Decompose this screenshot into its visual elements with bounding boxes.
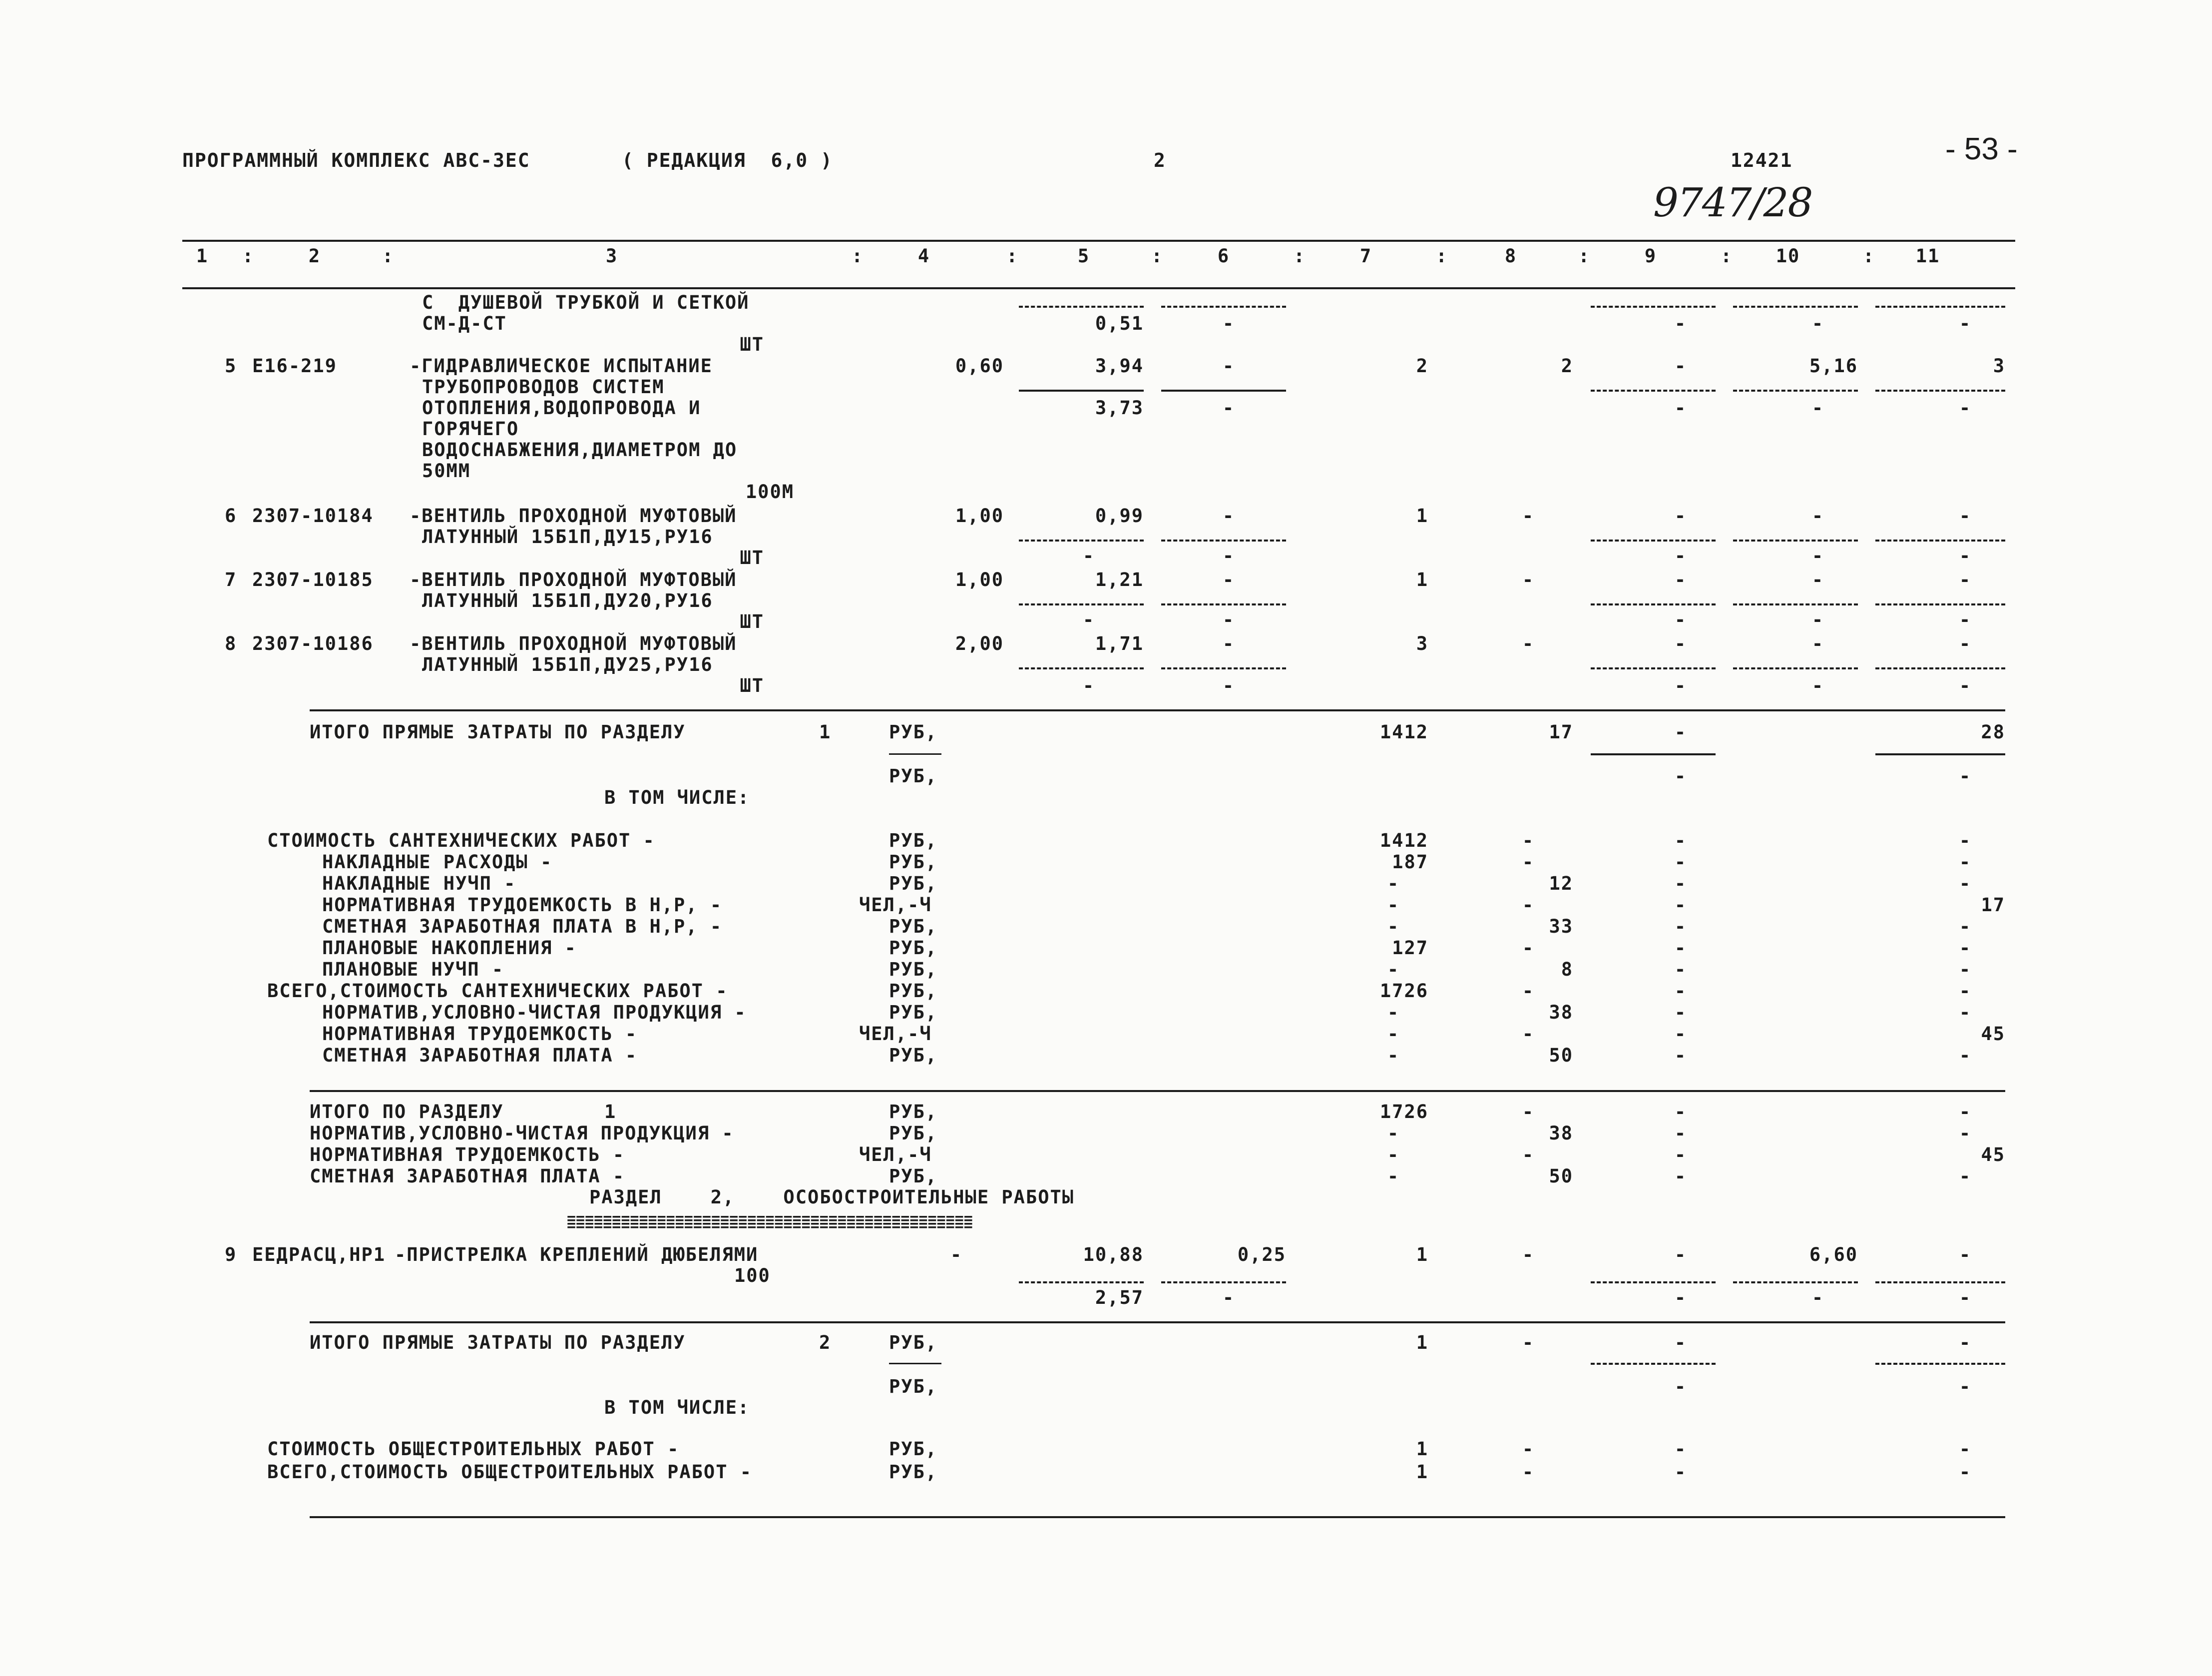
item-code: ЕЕДРАСЦ,НР1 xyxy=(252,1244,386,1265)
item-unit: ШТ xyxy=(740,611,764,632)
cell-col8: 50 xyxy=(1549,1045,1573,1066)
column-separator: : xyxy=(242,245,255,267)
cell-col11: - xyxy=(1959,633,1972,654)
column-separator: : xyxy=(1578,245,1591,267)
item-description: -ВЕНТИЛЬ ПРОХОДНОЙ МУФТОВЫЙ xyxy=(410,569,737,590)
cell-col5: 1,21 xyxy=(1095,569,1144,590)
item-description: -ГИДРАВЛИЧЕСКОЕ ИСПЫТАНИЕ xyxy=(410,355,713,377)
unit-label: РУБ, xyxy=(889,980,938,1002)
unit-label: РУБ, xyxy=(889,765,938,787)
edition-label: ( РЕДАКЦИЯ 6,0 ) xyxy=(622,149,833,171)
cell-col9: - xyxy=(1674,980,1687,1002)
cell-col9: - xyxy=(1674,1376,1687,1397)
cell-col8: 8 xyxy=(1561,959,1573,980)
cell-col10: 5,16 xyxy=(1809,355,1858,377)
summary-label: ПЛАНОВЫЕ НАКОПЛЕНИЯ - xyxy=(322,937,577,959)
cell-col7: - xyxy=(1387,1122,1400,1144)
cell-divider xyxy=(1591,753,1716,755)
cell-col7: 1412 xyxy=(1379,721,1428,743)
cell-col7: - xyxy=(1387,959,1400,980)
cell-col9: - xyxy=(1674,609,1687,630)
estimate-code: 12421 xyxy=(1731,149,1793,171)
cell-divider xyxy=(1019,306,1144,308)
cell-col7: - xyxy=(1387,873,1400,894)
cell-divider xyxy=(1733,603,1858,605)
cell-col9: - xyxy=(1674,937,1687,959)
cell-col8: - xyxy=(1522,1023,1535,1045)
cell-col10: - xyxy=(1811,633,1824,654)
section-number: 1 xyxy=(604,1101,617,1122)
cell-col11: - xyxy=(1959,1332,1972,1353)
column-header: 5 xyxy=(1077,245,1090,267)
cell-divider xyxy=(1875,1281,2005,1283)
column-header: 10 xyxy=(1775,245,1800,267)
summary-label: СМЕТНАЯ ЗАРАБОТНАЯ ПЛАТА - xyxy=(310,1165,625,1187)
cell-divider xyxy=(1591,390,1716,392)
cell-col9: - xyxy=(1674,313,1687,334)
unit-label: РУБ, xyxy=(889,873,938,894)
cell-col10: - xyxy=(1811,569,1824,590)
header-bottom-rule xyxy=(182,287,2015,289)
cell-divider xyxy=(1875,390,2005,392)
cell-col9: - xyxy=(1674,1101,1687,1122)
cell-divider xyxy=(1019,667,1144,669)
item-description: ОТОПЛЕНИЯ,ВОДОПРОВОДА И xyxy=(422,397,701,419)
unit-label: РУБ, xyxy=(889,959,938,980)
cell-col5: 0,51 xyxy=(1095,313,1144,334)
cell-col9: - xyxy=(1674,873,1687,894)
cell-col7: - xyxy=(1387,1165,1400,1187)
cell-col9: - xyxy=(1674,1023,1687,1045)
cell-col11: - xyxy=(1959,545,1972,566)
column-separator: : xyxy=(1151,245,1164,267)
summary-label: НОРМАТИВ,УСЛОВНО-ЧИСТАЯ ПРОДУКЦИЯ - xyxy=(310,1122,734,1144)
section-number: 1 xyxy=(819,721,832,743)
cell-col9: - xyxy=(1674,765,1687,787)
cell-col9: - xyxy=(1674,830,1687,851)
cell-col10: - xyxy=(1811,609,1824,630)
unit-label: РУБ, xyxy=(889,1002,938,1023)
cell-col11: - xyxy=(1959,765,1972,787)
cell-col5: 0,99 xyxy=(1095,505,1144,527)
cell-col9: - xyxy=(1674,633,1687,654)
summary-label: НАКЛАДНЫЕ НУЧП - xyxy=(322,873,516,894)
unit-label: РУБ, xyxy=(889,1165,938,1187)
summary-label: ВСЕГО,СТОИМОСТЬ ОБЩЕСТРОИТЕЛЬНЫХ РАБОТ - xyxy=(267,1461,753,1483)
cell-col9: - xyxy=(1674,1002,1687,1023)
table-top-rule xyxy=(182,240,2015,242)
cell-col8: - xyxy=(1522,1332,1535,1353)
cell-col8: - xyxy=(1522,894,1535,916)
cell-divider xyxy=(1733,306,1858,308)
section2-heading: РАЗДЕЛ 2, ОСОБОСТРОИТЕЛЬНЫЕ РАБОТЫ xyxy=(589,1186,1075,1208)
cell-col8: 12 xyxy=(1549,873,1573,894)
cell-col9: - xyxy=(1674,397,1687,419)
item-number: 9 xyxy=(225,1244,237,1265)
item-code: 2307-10185 xyxy=(252,569,374,590)
unit-label: РУБ, xyxy=(889,1101,938,1122)
unit-label: РУБ, xyxy=(889,1122,938,1144)
cell-col9: - xyxy=(1674,721,1687,743)
cell-col9: - xyxy=(1674,894,1687,916)
item-description: ЛАТУННЫЙ 15Б1П,ДУ20,РУ16 xyxy=(422,590,713,611)
cell-divider xyxy=(1591,667,1716,669)
unit-label: РУБ, xyxy=(889,721,938,743)
cell-col9: - xyxy=(1674,1438,1687,1460)
summary-label: НОРМАТИВНАЯ ТРУДОЕМКОСТЬ В Н,Р, - xyxy=(322,894,723,916)
item-unit: ШТ xyxy=(740,334,764,355)
section-rule xyxy=(310,1090,2005,1092)
cell-col8: - xyxy=(1522,1144,1535,1165)
unit-label: РУБ, xyxy=(889,1438,938,1460)
cell-col9: - xyxy=(1674,851,1687,873)
cell-divider xyxy=(1591,1281,1716,1283)
cell-col5: 10,88 xyxy=(1083,1244,1144,1265)
including-label: В ТОМ ЧИСЛЕ: xyxy=(604,1397,750,1418)
cell-col11: - xyxy=(1959,1376,1972,1397)
item-number: 6 xyxy=(225,505,237,527)
cell-divider xyxy=(1875,603,2005,605)
handwritten-reference: 9747/28 xyxy=(1653,179,1812,226)
cell-col9: - xyxy=(1674,916,1687,937)
item-description: 50ММ xyxy=(422,460,471,482)
cell-col9: - xyxy=(1674,1045,1687,1066)
cell-col10: - xyxy=(1811,1287,1824,1308)
cell-col10: - xyxy=(1811,675,1824,696)
column-header: 8 xyxy=(1504,245,1517,267)
cell-col6: - xyxy=(1222,505,1235,527)
column-header: 6 xyxy=(1217,245,1230,267)
cell-col9: - xyxy=(1674,1144,1687,1165)
cell-divider xyxy=(1875,306,2005,308)
cell-col7: 1726 xyxy=(1379,1101,1428,1122)
cell-divider xyxy=(1019,1281,1144,1283)
cell-col10: 6,60 xyxy=(1809,1244,1858,1265)
cell-col7: - xyxy=(1387,1144,1400,1165)
table-bottom-rule xyxy=(310,1516,2005,1518)
cell-col10: - xyxy=(1811,505,1824,527)
summary-label: НОРМАТИВ,УСЛОВНО-ЧИСТАЯ ПРОДУКЦИЯ - xyxy=(322,1002,747,1023)
cell-col11: - xyxy=(1959,1287,1972,1308)
cell-col11: - xyxy=(1959,569,1972,590)
summary-label: НАКЛАДНЫЕ РАСХОДЫ - xyxy=(322,851,553,873)
cell-divider xyxy=(1591,540,1716,542)
cell-col8: 38 xyxy=(1549,1122,1573,1144)
cell-col8: - xyxy=(1522,937,1535,959)
cell-col9: - xyxy=(1674,355,1687,377)
cell-col9: - xyxy=(1674,545,1687,566)
cell-col8: - xyxy=(1522,1438,1535,1460)
cell-col5: - xyxy=(1082,545,1095,566)
column-header: 3 xyxy=(605,245,618,267)
summary-label: НОРМАТИВНАЯ ТРУДОЕМКОСТЬ - xyxy=(310,1144,625,1165)
cell-col5: - xyxy=(1082,675,1095,696)
item-number: 7 xyxy=(225,569,237,590)
cell-col11: 17 xyxy=(1981,894,2005,916)
summary-label: ВСЕГО,СТОИМОСТЬ САНТЕХНИЧЕСКИХ РАБОТ - xyxy=(267,980,728,1002)
cell-col8: 38 xyxy=(1549,1002,1573,1023)
cell-col8: - xyxy=(1522,851,1535,873)
column-separator: : xyxy=(852,245,864,267)
including-label: В ТОМ ЧИСЛЕ: xyxy=(604,787,750,808)
unit-label: РУБ, xyxy=(889,1461,938,1483)
item-description: СМ-Д-СТ xyxy=(422,313,507,334)
column-separator: : xyxy=(382,245,395,267)
cell-col5: 1,71 xyxy=(1095,633,1144,654)
cell-col11: - xyxy=(1959,937,1972,959)
cell-col6: - xyxy=(1222,609,1235,630)
column-header: 4 xyxy=(917,245,930,267)
cell-col6: - xyxy=(1222,675,1235,696)
section-rule xyxy=(310,709,2005,711)
cell-col7: 1 xyxy=(1416,1461,1428,1483)
column-separator: : xyxy=(1006,245,1019,267)
cell-col6: 0,25 xyxy=(1237,1244,1286,1265)
cell-divider xyxy=(889,1363,941,1364)
cell-col6: - xyxy=(1222,545,1235,566)
cell-col8: - xyxy=(1522,1101,1535,1122)
cell-divider xyxy=(1591,1363,1716,1365)
unit-label: РУБ, xyxy=(889,937,938,959)
cell-col6: - xyxy=(1222,1287,1235,1308)
cell-col11: - xyxy=(1959,873,1972,894)
unit-label: РУБ, xyxy=(889,916,938,937)
cell-col11: 45 xyxy=(1981,1144,2005,1165)
cell-col7: 1726 xyxy=(1379,980,1428,1002)
cell-col11: - xyxy=(1959,959,1972,980)
cell-divider xyxy=(1733,667,1858,669)
cell-col11: - xyxy=(1959,1002,1972,1023)
cell-col9: - xyxy=(1674,959,1687,980)
item-description: ТРУБОПРОВОДОВ СИСТЕМ xyxy=(422,376,665,398)
unit-label: РУБ, xyxy=(889,1332,938,1353)
cell-col4: 0,60 xyxy=(955,355,1004,377)
cell-col5: - xyxy=(1082,609,1095,630)
item-unit: 100М xyxy=(745,481,794,503)
total-label: ИТОГО ПРЯМЫЕ ЗАТРАТЫ ПО РАЗДЕЛУ xyxy=(310,721,686,743)
cell-col9: - xyxy=(1674,1244,1687,1265)
cell-col9: - xyxy=(1674,569,1687,590)
cell-col11: - xyxy=(1959,980,1972,1002)
column-header: 2 xyxy=(308,245,321,267)
cell-col11: - xyxy=(1959,675,1972,696)
cell-col8: - xyxy=(1522,633,1535,654)
column-separator: : xyxy=(1721,245,1733,267)
cell-col8: 17 xyxy=(1549,721,1573,743)
cell-col4: 1,00 xyxy=(955,569,1004,590)
cell-col4: - xyxy=(950,1244,963,1265)
cell-divider xyxy=(1733,540,1858,542)
cell-col9: - xyxy=(1674,1461,1687,1483)
cell-col5: 3,73 xyxy=(1095,397,1144,419)
item-code: 2307-10184 xyxy=(252,505,374,527)
section-number: 2 xyxy=(819,1332,832,1353)
cell-col8: - xyxy=(1522,830,1535,851)
cell-col9: - xyxy=(1674,1287,1687,1308)
cell-col7: 1 xyxy=(1416,569,1428,590)
cell-col5: 3,94 xyxy=(1095,355,1144,377)
cell-col7: 2 xyxy=(1416,355,1428,377)
item-description: -ВЕНТИЛЬ ПРОХОДНОЙ МУФТОВЫЙ xyxy=(410,633,737,654)
cell-col6: - xyxy=(1222,569,1235,590)
column-header: 11 xyxy=(1915,245,1940,267)
sheet-number: 2 xyxy=(1154,149,1166,171)
cell-col8: - xyxy=(1522,1244,1535,1265)
item-description: -ВЕНТИЛЬ ПРОХОДНОЙ МУФТОВЫЙ xyxy=(410,505,737,527)
cell-divider xyxy=(1591,306,1716,308)
item-unit: ШТ xyxy=(740,547,764,568)
cell-col11: - xyxy=(1959,1438,1972,1460)
cell-col6: - xyxy=(1222,313,1235,334)
summary-label: СТОИМОСТЬ ОБЩЕСТРОИТЕЛЬНЫХ РАБОТ - xyxy=(267,1438,680,1460)
section2-underline xyxy=(567,1222,1259,1229)
cell-divider xyxy=(1019,390,1144,392)
cell-col11: 45 xyxy=(1981,1023,2005,1045)
cell-col8: - xyxy=(1522,980,1535,1002)
summary-label: ПЛАНОВЫЕ НУЧП - xyxy=(322,959,504,980)
cell-col11: - xyxy=(1959,1461,1972,1483)
cell-divider xyxy=(1161,306,1286,308)
item-description: ЛАТУННЫЙ 15Б1П,ДУ15,РУ16 xyxy=(422,526,713,548)
cell-col11: - xyxy=(1959,1122,1972,1144)
cell-col6: - xyxy=(1222,397,1235,419)
cell-col8: - xyxy=(1522,569,1535,590)
cell-col6: - xyxy=(1222,633,1235,654)
cell-col7: - xyxy=(1387,894,1400,916)
unit-label: РУБ, xyxy=(889,830,938,851)
summary-label: НОРМАТИВНАЯ ТРУДОЕМКОСТЬ - xyxy=(322,1023,638,1045)
cell-col8: - xyxy=(1522,1461,1535,1483)
item-number: 8 xyxy=(225,633,237,654)
cell-col11: - xyxy=(1959,1244,1972,1265)
cell-col7: 1412 xyxy=(1379,830,1428,851)
cell-col7: - xyxy=(1387,1023,1400,1045)
cell-col10: - xyxy=(1811,313,1824,334)
cell-divider xyxy=(1161,667,1286,669)
cell-col9: - xyxy=(1674,675,1687,696)
cell-divider xyxy=(1733,390,1858,392)
cell-divider xyxy=(1875,753,2005,755)
unit-label: РУБ, xyxy=(889,851,938,873)
cell-col7: 1 xyxy=(1416,505,1428,527)
cell-col11: - xyxy=(1959,397,1972,419)
section2-underline xyxy=(567,1215,1259,1222)
unit-label: ЧЕЛ,-Ч xyxy=(859,1144,932,1165)
cell-col10: - xyxy=(1811,545,1824,566)
cell-col9: - xyxy=(1674,505,1687,527)
column-separator: : xyxy=(1436,245,1448,267)
cell-col11: 3 xyxy=(1993,355,2005,377)
cell-col4: 2,00 xyxy=(955,633,1004,654)
cell-col10: - xyxy=(1811,397,1824,419)
cell-col7: 1 xyxy=(1416,1332,1428,1353)
cell-col7: - xyxy=(1387,1045,1400,1066)
cell-col7: - xyxy=(1387,916,1400,937)
cell-col11: - xyxy=(1959,1045,1972,1066)
cell-col8: 33 xyxy=(1549,916,1573,937)
cell-divider xyxy=(1161,603,1286,605)
cell-col9: - xyxy=(1674,1332,1687,1353)
cell-divider xyxy=(1591,603,1716,605)
cell-col9: - xyxy=(1674,1122,1687,1144)
item-description: -ПРИСТРЕЛКА КРЕПЛЕНИЙ ДЮБЕЛЯМИ xyxy=(395,1244,759,1265)
unit-label: ЧЕЛ,-Ч xyxy=(859,894,932,916)
item-code: Е16-219 xyxy=(252,355,337,377)
cell-col5: 2,57 xyxy=(1095,1287,1144,1308)
column-separator: : xyxy=(1863,245,1875,267)
cell-col7: 3 xyxy=(1416,633,1428,654)
cell-col11: - xyxy=(1959,505,1972,527)
cell-col6: - xyxy=(1222,355,1235,377)
cell-col11: - xyxy=(1959,830,1972,851)
cell-divider xyxy=(1019,540,1144,542)
total-label: ИТОГО ПРЯМЫЕ ЗАТРАТЫ ПО РАЗДЕЛУ xyxy=(310,1332,686,1353)
cell-divider xyxy=(1875,1363,2005,1365)
summary-label: СТОИМОСТЬ САНТЕХНИЧЕСКИХ РАБОТ - xyxy=(267,830,655,851)
unit-label: РУБ, xyxy=(889,1376,938,1397)
item-code: 2307-10186 xyxy=(252,633,374,654)
cell-col11: 28 xyxy=(1981,721,2005,743)
column-header: 9 xyxy=(1644,245,1657,267)
cell-col7: 1 xyxy=(1416,1438,1428,1460)
cell-col8: 2 xyxy=(1561,355,1573,377)
summary-label: СМЕТНАЯ ЗАРАБОТНАЯ ПЛАТА В Н,Р, - xyxy=(322,916,723,937)
cell-divider xyxy=(1161,1281,1286,1283)
item-description: ВОДОСНАБЖЕНИЯ,ДИАМЕТРОМ ДО xyxy=(422,439,738,461)
cell-col8: 50 xyxy=(1549,1165,1573,1187)
cell-col7: - xyxy=(1387,1002,1400,1023)
cell-col7: 1 xyxy=(1416,1244,1428,1265)
item-number: 5 xyxy=(225,355,237,377)
cell-divider xyxy=(1875,667,2005,669)
column-header: 7 xyxy=(1359,245,1372,267)
cell-divider xyxy=(1161,540,1286,542)
cell-col11: - xyxy=(1959,1165,1972,1187)
cell-col11: - xyxy=(1959,1101,1972,1122)
column-header: 1 xyxy=(196,245,209,267)
item-description: ГОРЯЧЕГО xyxy=(422,418,519,440)
summary-label: ИТОГО ПО РАЗДЕЛУ xyxy=(310,1101,504,1122)
program-title: ПРОГРАММНЫЙ КОМПЛЕКС АВС-ЗЕС xyxy=(182,149,530,171)
item-unit: 100 xyxy=(734,1265,771,1286)
column-separator: : xyxy=(1294,245,1306,267)
cell-col11: - xyxy=(1959,851,1972,873)
cell-divider xyxy=(1161,390,1286,392)
cell-divider xyxy=(1019,603,1144,605)
cell-col7: 127 xyxy=(1392,937,1428,959)
summary-label: СМЕТНАЯ ЗАРАБОТНАЯ ПЛАТА - xyxy=(322,1045,638,1066)
cell-col8: - xyxy=(1522,505,1535,527)
item-description: С ДУШЕВОЙ ТРУБКОЙ И СЕТКОЙ xyxy=(422,292,750,313)
cell-divider xyxy=(889,753,941,755)
cell-divider xyxy=(1733,1281,1858,1283)
item-unit: ШТ xyxy=(740,675,764,696)
cell-col11: - xyxy=(1959,609,1972,630)
page-number: - 53 - xyxy=(1945,132,2018,166)
cell-col11: - xyxy=(1959,313,1972,334)
cell-col7: 187 xyxy=(1392,851,1428,873)
cell-col4: 1,00 xyxy=(955,505,1004,527)
item-description: ЛАТУННЫЙ 15Б1П,ДУ25,РУ16 xyxy=(422,654,713,675)
unit-label: ЧЕЛ,-Ч xyxy=(859,1023,932,1045)
unit-label: РУБ, xyxy=(889,1045,938,1066)
cell-divider xyxy=(1875,540,2005,542)
cell-col11: - xyxy=(1959,916,1972,937)
cell-col9: - xyxy=(1674,1165,1687,1187)
section-rule xyxy=(310,1321,2005,1323)
